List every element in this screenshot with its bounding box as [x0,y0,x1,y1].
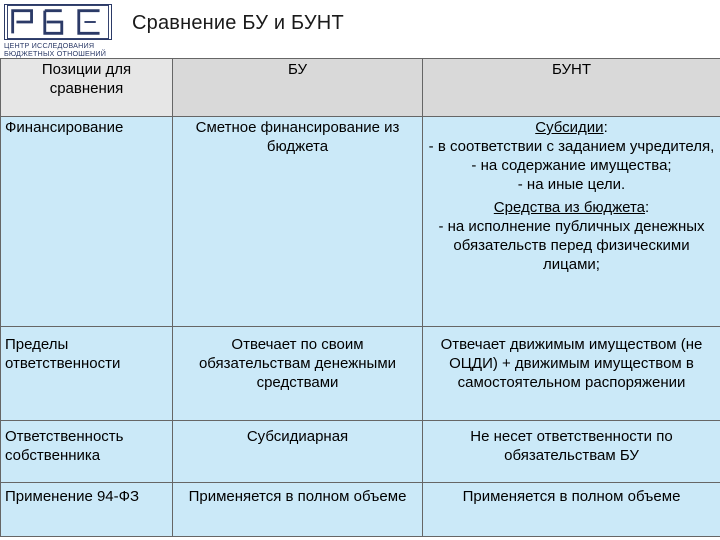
table-row [1,117,720,327]
subsidies-heading [426,118,717,137]
subsidies-colon: : [603,119,608,136]
table-row [1,483,720,537]
list-item: - на содержание имущества; [471,157,672,174]
logo [2,2,114,58]
logo-caption-line2: БЮДЖЕТНЫХ ОТНОШЕНИЙ [4,49,107,58]
row-bu-cell: Сметное финансирование из бюджета [173,117,423,327]
row-bu-cell: Субсидиарная [173,421,423,483]
logo-mark-icon [4,4,112,40]
list-item: - в соответствии с заданием учредителя, [428,138,715,155]
logo-caption-line1: ЦЕНТР ИССЛЕДОВАНИЯ [4,41,95,50]
header-cell-bu: БУ [173,59,423,117]
page-title: Сравнение БУ и БУНТ [132,12,344,34]
list-item: - на иные цели. [517,176,626,193]
subsidies-label: Субсидии [535,119,604,136]
row-bunt-cell: Отвечает движимым имуществом (не ОЦДИ) + движимым имуществом в самостоятельном распоряжении [423,327,720,421]
budget-label: Средства из бюджета [493,199,646,216]
row-bu-cell: Отвечает по своим обязательствам денежными средствами [173,327,423,421]
table-row [1,421,720,483]
budget-heading [426,198,717,217]
row-label: Финансирование [1,117,173,327]
budget-colon: : [645,199,650,216]
table-header-row [1,59,720,117]
row-bunt-cell: Применяется в полном объеме [423,483,720,537]
row-label: Ответственность собственника [1,421,173,483]
row-label: Пределы ответственности [1,327,173,421]
logo-caption [4,42,114,58]
row-bunt-cell [423,117,720,327]
list-item: - на исполнение публичных денежных обязательств перед физическими лицами; [438,218,705,273]
header-cell-positions: Позиции для сравнения [1,59,173,117]
row-bu-cell: Применяется в полном объеме [173,483,423,537]
row-bunt-cell: Не несет ответственности по обязательствам БУ [423,421,720,483]
header-cell-bunt: БУНТ [423,59,720,117]
table-row [1,327,720,421]
comparison-table [0,58,720,537]
slide-header [0,0,720,56]
row-label: Применение 94-ФЗ [1,483,173,537]
